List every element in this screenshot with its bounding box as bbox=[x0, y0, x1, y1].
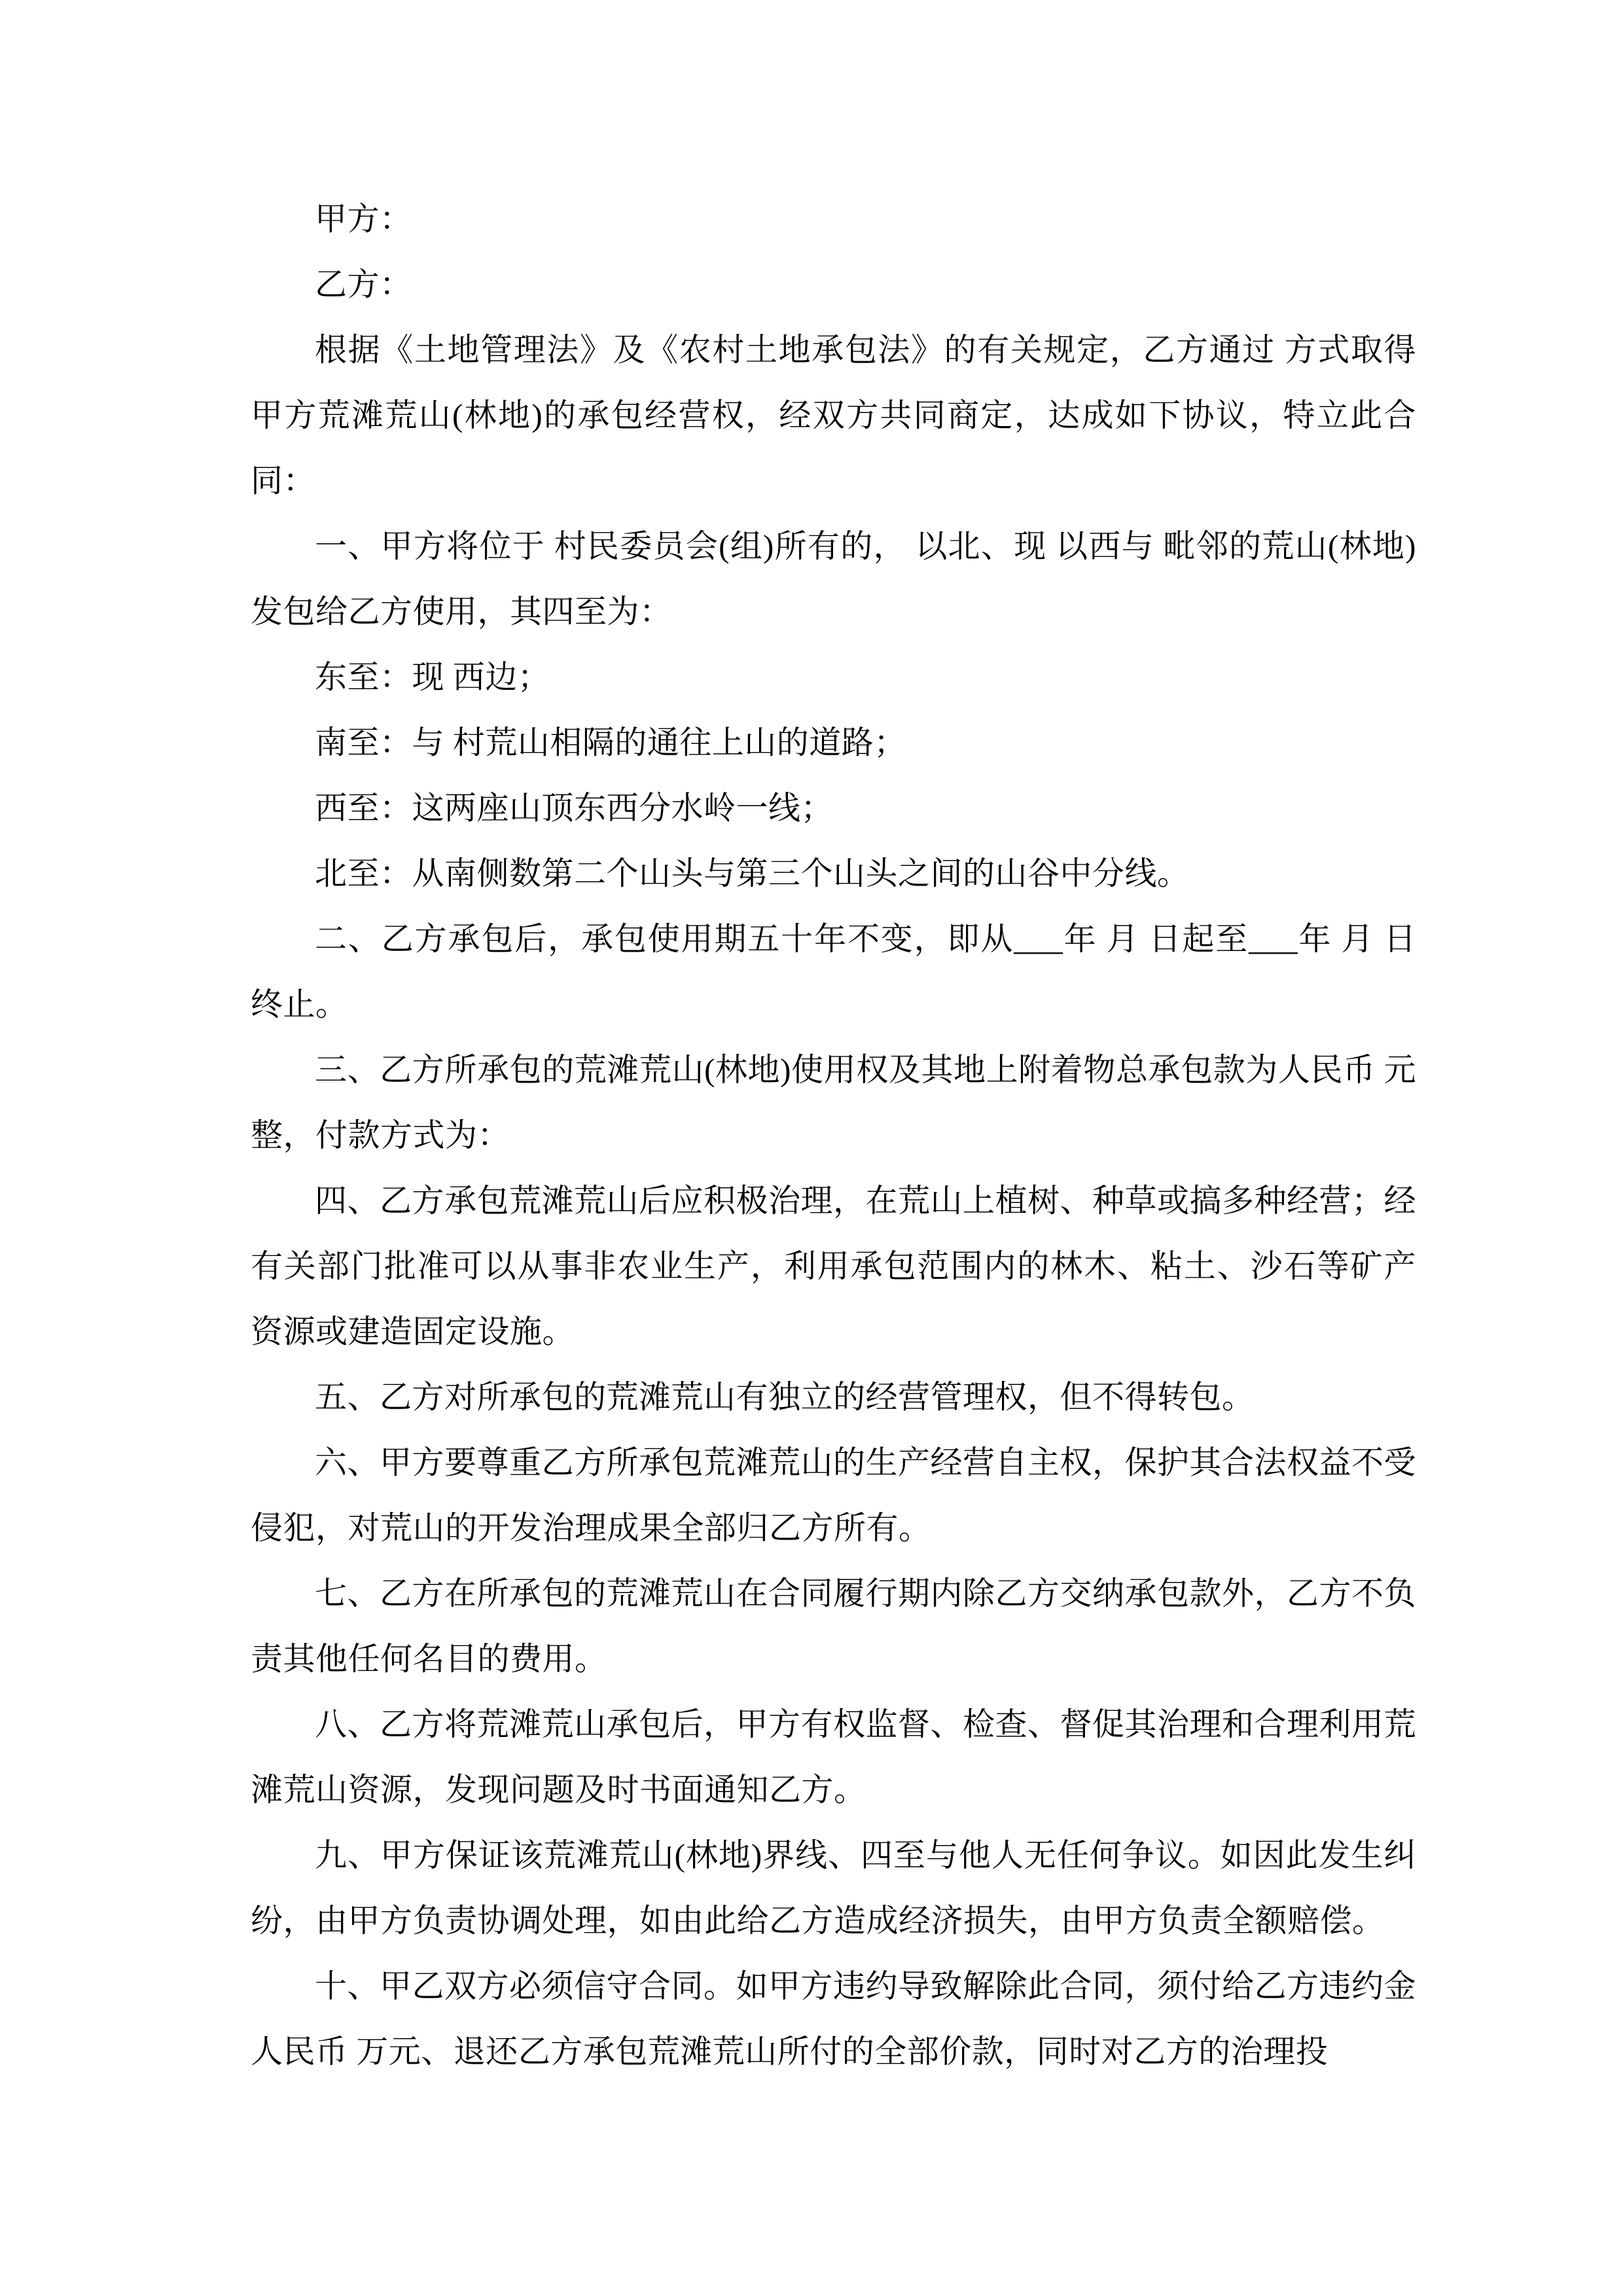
clause-9: 九、甲方保证该荒滩荒山(林地)界线、四至与他人无任何争议。如因此发生纠纷，由甲方负责协调处理，如由此给乙方造成经济损失，由甲方负责全额赔偿。 bbox=[251, 1837, 1416, 1939]
party-b-line: 乙方： bbox=[315, 266, 412, 302]
boundary-south: 南至：与 村荒山相隔的通往上山的道路； bbox=[315, 725, 906, 761]
boundary-north: 北至：从南侧数第二个山头与第三个山头之间的山谷中分线。 bbox=[315, 855, 1190, 891]
party-a-line: 甲方： bbox=[315, 201, 412, 237]
clause-6: 六、甲方要尊重乙方所承包荒滩荒山的生产经营自主权，保护其合法权益不受侵犯，对荒山的开发治理成果全部归乙方所有。 bbox=[251, 1444, 1417, 1546]
contract-body bbox=[251, 187, 1416, 2085]
clause-4: 四、乙方承包荒滩荒山后应积极治理，在荒山上植树、种草或搞多种经营；经有关部门批准可以从事非农业生产，利用承包范围内的林木、粘土、沙石等矿产资源或建造固定设施。 bbox=[251, 1183, 1417, 1350]
boundary-west: 西至：这两座山顶东西分水岭一线； bbox=[315, 790, 834, 826]
clause-3: 三、乙方所承包的荒滩荒山(林地)使用权及其地上附着物总承包款为人民币 元整，付款方式为： bbox=[251, 1052, 1416, 1153]
boundary-east: 东至：现 西边； bbox=[315, 659, 550, 695]
clause-5: 五、乙方对所承包的荒滩荒山有独立的经营管理权，但不得转包。 bbox=[315, 1379, 1255, 1415]
clause-1: 一、甲方将位于 村民委员会(组)所有的， 以北、现 以西与 毗邻的荒山(林地)发包给乙方使用，其四至为： bbox=[251, 528, 1416, 630]
preamble-paragraph: 根据《土地管理法》及《农村土地承包法》的有关规定，乙方通过 方式取得甲方荒滩荒山(林地)的承包经营权，经双方共同商定，达成如下协议，特立此合同： bbox=[251, 332, 1416, 499]
clause-8: 八、乙方将荒滩荒山承包后，甲方有权监督、检查、督促其治理和合理利用荒滩荒山资源，发现问题及时书面通知乙方。 bbox=[251, 1706, 1417, 1808]
clause-7: 七、乙方在所承包的荒滩荒山在合同履行期内除乙方交纳承包款外，乙方不负责其他任何名目的费用。 bbox=[251, 1575, 1417, 1677]
clause-2: 二、乙方承包后，承包使用期五十年不变，即从___年 月 日起至___年 月 日终止。 bbox=[251, 921, 1416, 1022]
clause-10: 十、甲乙双方必须信守合同。如甲方违约导致解除此合同，须付给乙方违约金人民币 万元、退还乙方承包荒滩荒山所付的全部价款，同时对乙方的治理投 bbox=[251, 1968, 1417, 2070]
